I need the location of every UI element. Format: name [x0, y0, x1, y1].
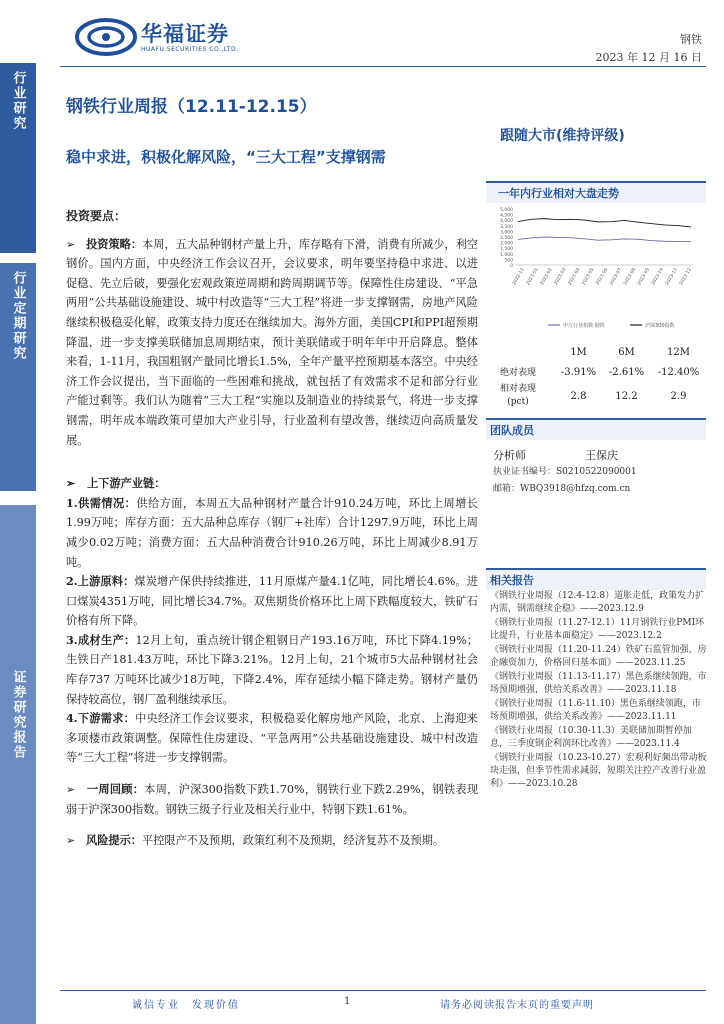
y-tick-label: 2,000: [500, 241, 513, 247]
chart-section-title: 一年内行业相对大盘走势: [498, 187, 619, 200]
related-reports-list: [490, 590, 708, 792]
related-report-item[interactable]: 《钢铁行业周报（11.13-11.17）黑色系继续领跑，市场预期增强，供给关系改善》——2023.11.18: [490, 672, 707, 695]
header-industry: 钢铁: [680, 33, 702, 46]
x-tick-label: 2023-09: [637, 267, 651, 287]
series-line-0: [518, 237, 691, 242]
perf-header-12m: 12M: [667, 347, 690, 358]
x-tick-label: 2023-02: [539, 267, 554, 287]
related-report-item[interactable]: 《钢铁行业周报（12.4-12.8）道胀走低，政策发力扩内需，钢需继续企稳》——2023.12.9: [490, 591, 705, 614]
x-tick-label: 2023-12: [678, 267, 693, 287]
sidebar-periodic-research: 行业定期研究: [0, 263, 36, 491]
x-tick-label: 2023-05: [581, 267, 596, 287]
y-tick-label: 5,000: [500, 208, 513, 213]
chain-item-downstream: 4.下游需求：中央经济工作会议要求，积极稳妥化解房地产风险，北京、上海迎来多项楼市政策调整。保障性住房建设、“平急两用”公共基础设施建设、城中村改造等“三大工程”将进一步支撑钢需。: [66, 711, 478, 765]
perf-label-absolute: 绝对表现: [499, 368, 536, 378]
analyst-role: 分析师: [493, 449, 526, 462]
x-tick-label: 2022-12: [511, 267, 526, 287]
perf-rel-6m: 12.2: [615, 391, 638, 402]
analyst-email[interactable]: 邮箱：WBQ3918@hfzq.com.cn: [493, 484, 631, 494]
legend-label: 沪深300指数: [645, 322, 675, 329]
perf-rel-12m: 2.9: [670, 391, 687, 402]
y-tick-label: 4,000: [500, 219, 513, 225]
logo-mark-icon: [75, 18, 137, 56]
logo-chinese-name: 华福证券: [141, 22, 229, 46]
footer-divider: [60, 990, 706, 991]
sidebar: [0, 63, 36, 1024]
related-title: 相关报告: [490, 574, 534, 587]
sidebar-report-type: 证券研究报告: [0, 505, 36, 1024]
header-divider: [60, 66, 706, 67]
chain-heading-line: ➢ 上下游产业链：: [66, 476, 166, 491]
team-title: 团队成员: [490, 424, 534, 437]
perf-label-relative: 相对表现(pct): [499, 384, 536, 407]
y-tick-label: 0: [510, 264, 513, 269]
perf-abs-12m: -12.40%: [657, 367, 700, 378]
key-points-title: 投资要点：: [66, 209, 127, 223]
perf-header-6m: 6M: [618, 347, 635, 358]
chain-item-production: 3.成材生产：12月上旬，重点统计钢企粗钢日产193.16万吨，环比下降4.19%；生铁日产181.43万吨，环比下降3.21%。12月上旬，21个城市5大品种钢材社会库存737 万吨环比减少18万吨，下降2.4%，库存延续小幅下降走势。钢材产量仍保持较高位，钢厂盈利继续承压。: [66, 632, 478, 706]
chain-heading: 上下游产业链：: [87, 476, 166, 491]
x-tick-label: 2023-07: [609, 267, 624, 287]
x-tick-label: 2023-04: [567, 267, 582, 287]
report-subtitle: 稳中求进，积极化解风险，“三大工程”支撑钢需: [66, 148, 386, 166]
review-paragraph: ➢ 一周回顾：本周，沪深300指数下跌1.70%，钢铁行业下跌2.29%，钢铁表现弱于沪深300指数。钢铁三级子行业及相关行业中，特钢下跌1.61%。: [66, 782, 479, 816]
page-number: 1: [344, 996, 351, 1007]
report-title: 钢铁行业周报（12.11-12.15）: [66, 97, 317, 117]
company-logo: [75, 18, 245, 58]
y-tick-label: 500: [504, 258, 513, 264]
related-report-item[interactable]: 《钢铁行业周报（11.27-12.1）11月钢铁行业PMI环比提升，行业基本面稳定》——2023.12.2: [490, 618, 705, 641]
x-tick-label: 2023-01: [525, 267, 540, 287]
risk-paragraph: ➢ 风险提示：平控限产不及预期，政策红利不及预期，经济复苏不及预期。: [66, 833, 445, 848]
x-tick-label: 2023-06: [595, 267, 610, 287]
related-report-item[interactable]: 《钢铁行业周报（10.30-11.3）美联储加期暂停加息，三季度钢企利润环比改善》——2023.11.4: [490, 726, 692, 749]
y-tick-label: 4,500: [500, 213, 513, 219]
strategy-paragraph: ➢ 投资策略：本周，五大品种钢材产量上升，库存略有下滑，消费有所减少，利空钢价。国内方面，中央经济工作会议召开，会议要求，明年要坚持稳中求进、以进促稳、先立后破，要强化宏观政策逆周期和跨周期调节等。保障性住房建设、“平急两用”公共基础设施建设、城中村改造等“三大工程”将进一步支撑钢需，房地产风险继续积极稳妥化解，政策支持力度还在继续加大。海外方面，美国CPI和PPI超预期降温，进一步支撑美联储加息周期结束，预计美联储或于明年年中开启降息。整体来看，1-11月，我国粗钢产量同比增长1.5%，全年产量平控预期基本落空。中央经济工作会议提出，当下面临的一些困难和挑战，就包括了有效需求不足和部分行业产能过剩等。我们认为随着“三大工程”实施以及制造业的持续景气，将进一步支撑钢需，明年成本端政策可望加大产业引导，行业盈利有望改善，继续迈向高质量发展。: [66, 236, 478, 447]
legend-label: 申万行业指数:钢铁: [563, 322, 605, 329]
analyst-name: 王保庆: [585, 449, 618, 462]
x-tick-label: 2023-03: [553, 267, 568, 287]
y-tick-label: 2,500: [500, 236, 513, 241]
rating: 跟随大市(维持评级): [500, 128, 625, 144]
y-tick-label: 3,500: [500, 224, 513, 230]
footer-slogan: 诚信专业 发现价值: [132, 1000, 240, 1011]
series-line-1: [518, 219, 691, 227]
header-date: 2023 年 12 月 16 日: [595, 51, 702, 64]
main-content: [66, 202, 478, 851]
related-report-item[interactable]: 《钢铁行业周报（11.20-11.24）铁矿石监管加强，房企融资加力，价格回归基本面》——2023.11.25: [490, 645, 707, 668]
y-tick-label: 1,500: [500, 247, 513, 253]
related-report-item[interactable]: 《钢铁行业周报（11.6-11.10）黑色系继续领跑，市场预期增强，供给关系改善》——2023.11.11: [490, 699, 701, 722]
y-tick-label: 3,000: [500, 230, 513, 236]
related-report-item[interactable]: 《钢铁行业周报（10.23-10.27）宏观利好频出带动板块走强，但季节性需求减弱，短期关注控产改善行业盈利》——2023.10.28: [490, 753, 707, 789]
perf-header-row: [486, 347, 706, 365]
chain-item-supply: 1.供需情况：供给方面，本周五大品种钢材产量合计910.24万吨，环比上周增长1.99万吨；库存方面：五大品种总库存（钢厂+社库）合计1297.9万吨，环比上周减少0.02万吨；消费方面：五大品种消费合计910.26万吨，环比上周减少8.91万吨。: [66, 495, 478, 569]
strategy-text: 本周，五大品种钢材产量上升，库存略有下滑，消费有所减少，利空钢价。国内方面，中央经济工作会议召开，会议要求，明年要坚持稳中求进、以进促稳、先立后破，要强化宏观政策逆周期和跨周期调节等。保障性住房建设、“平急两用”公共基础设施建设、城中村改造等“三大工程”将进一步支撑钢需，房地产风险继续积极稳妥化解，政策支持力度还在继续加大。海外方面，美国CPI和PPI超预期降温，进一步支撑美联储加息周期结束，预计美联储或于明年年中开启降息。整体来看，1-11月，我国粗钢产量同比增长1.5%，全年产量平控预期基本落空。中央经济工作会议提出，当下面临的一些困难和挑战，就包括了有效需求不足和部分行业产能过剩等。我们认为随着“三大工程”实施以及制造业的持续景气，将进一步支撑钢需，明年成本端政策可望加大产业引导，行业盈利有望改善，继续迈向高质量发展。: [66, 237, 478, 447]
chain-item-upstream: 2.上游原料：煤炭增产保供持续推进，11月原煤产量4.1亿吨，同比增长4.6%。进口煤炭4351万吨，同比增长34.7%。双焦期货价格环比上周下跌幅度较大，铁矿石价格有所下降。: [66, 574, 478, 628]
x-tick-label: 2023-10: [651, 267, 665, 287]
perf-abs-1m: -3.91%: [560, 367, 597, 378]
y-tick-label: 1,000: [500, 252, 513, 258]
x-tick-label: 2023-08: [623, 267, 638, 287]
footer-disclaimer: 请务必阅读报告末页的重要声明: [440, 1000, 594, 1011]
strategy-label: 投资策略：: [86, 236, 143, 251]
sidebar-industry-research: 行业研究: [0, 63, 36, 253]
perf-abs-6m: -2.61%: [608, 367, 645, 378]
perf-row-relative: [486, 384, 706, 409]
perf-header-1m: 1M: [570, 347, 587, 358]
x-tick-label: 2023-11: [665, 267, 679, 287]
relative-performance-chart: [488, 203, 708, 333]
logo-english-name: HUAFU SECURITIES CO.,LTD.: [141, 46, 239, 53]
analyst-cert: 执业证书编号：S0210522090001: [493, 467, 637, 477]
perf-rel-1m: 2.8: [570, 391, 587, 402]
